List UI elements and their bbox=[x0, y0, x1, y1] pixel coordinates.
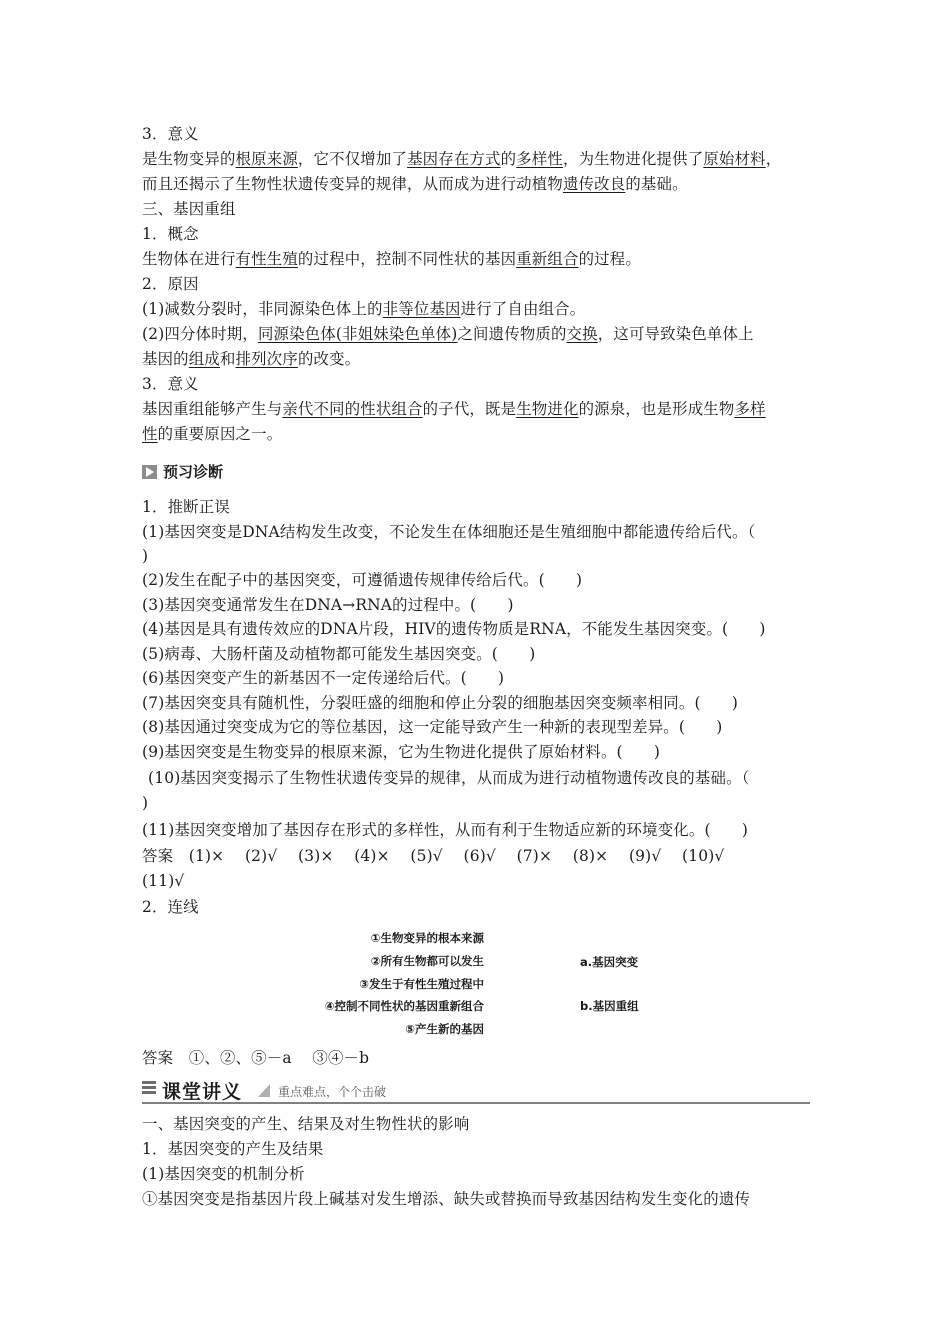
question-2: (2)发生在配子中的基因突变，可遵循遗传规律传给后代。( ) bbox=[142, 571, 583, 589]
question-3: (3)基因突变通常发生在DNA→RNA的过程中。( ) bbox=[142, 596, 514, 614]
text: 的改变。 bbox=[297, 350, 361, 368]
text: (2)四分体时期， bbox=[142, 325, 258, 343]
underlined-term: 多样 bbox=[734, 400, 766, 418]
lecture-paragraph-1: ①基因突变是指基因片段上碱基对发生增添、缺失或替换而导致基因结构发生变化的遗传 bbox=[142, 1190, 751, 1208]
text: 是生物变异的 bbox=[142, 150, 236, 168]
text: 的过程中，控制不同性状的基因 bbox=[297, 250, 517, 268]
meaning-heading: 3．意义 bbox=[142, 125, 199, 143]
text: 的过程。 bbox=[578, 250, 641, 268]
triangle-decoration-icon bbox=[258, 1084, 270, 1097]
match-left-item-1: ①生物变异的根本来源 bbox=[370, 931, 484, 945]
text: 的重要原因之一。 bbox=[157, 425, 283, 443]
question-9: (9)基因突变是生物变异的根原来源，它为生物进化提供了原始材料。( ) bbox=[142, 743, 661, 761]
underlined-term: 根原来源 bbox=[235, 150, 298, 168]
concept-heading: 1．概念 bbox=[142, 225, 199, 243]
underlined-term: 非等位基因 bbox=[382, 300, 461, 318]
underlined-term: 亲代不同的性状组合 bbox=[282, 400, 423, 418]
cause-heading: 2．原因 bbox=[142, 275, 199, 293]
underlined-term: 性 bbox=[142, 425, 158, 443]
text: 基因的 bbox=[142, 350, 189, 368]
lecture-section-title: 一、基因突变的产生、结果及对生物性状的影响 bbox=[142, 1115, 470, 1133]
banner-title: 课堂讲义 bbox=[162, 1081, 243, 1103]
question-4: (4)基因是具有遗传效应的DNA片段，HIV的遗传物质是RNA，不能发生基因突变。( ) bbox=[142, 620, 766, 638]
underlined-term: 排列次序 bbox=[235, 350, 298, 368]
text: ， bbox=[765, 150, 782, 168]
text: 的源泉，也是形成生物 bbox=[578, 400, 735, 418]
text: 生物体在进行 bbox=[142, 250, 236, 268]
answer-judge-line-1: 答案 (1)× (2)√ (3)× (4)× (5)√ (6)√ (7)× (8)× (9)√ (10)√ bbox=[142, 847, 725, 865]
underlined-term: 有性生殖 bbox=[235, 250, 298, 268]
underlined-term: 多样性 bbox=[516, 150, 563, 168]
judge-heading: 1．推断正误 bbox=[142, 498, 230, 516]
text: (1)减数分裂时，非同源染色体上的 bbox=[142, 300, 383, 318]
text: 之间遗传物质的 bbox=[457, 325, 567, 343]
question-11: (11)基因突变增加了基因存在形式的多样性，从而有利于生物适应新的环境变化。( ) bbox=[142, 821, 749, 839]
match-left-item-3: ③发生于有性生殖过程中 bbox=[359, 977, 484, 991]
preview-section-header bbox=[142, 461, 223, 482]
underlined-term: 交换 bbox=[566, 325, 598, 343]
underlined-term: 基因存在方式 bbox=[407, 150, 501, 168]
match-right-item-a: a.基因突变 bbox=[580, 955, 639, 969]
connect-heading: 2．连线 bbox=[142, 898, 199, 916]
matching-diagram bbox=[142, 926, 814, 1044]
match-left-item-4: ④控制不同性状的基因重新组合 bbox=[324, 999, 484, 1013]
cause-item-1 bbox=[142, 299, 585, 319]
underlined-term: 组成 bbox=[188, 350, 220, 368]
meaning-text-line-1 bbox=[142, 149, 781, 169]
underlined-term: 生物进化 bbox=[516, 400, 579, 418]
play-triangle-icon bbox=[142, 465, 157, 479]
text: 和 bbox=[219, 350, 236, 368]
match-right-item-b: b.基因重组 bbox=[580, 999, 639, 1013]
text: ，为生物进化提供了 bbox=[562, 150, 704, 168]
meaning2-text-line-1 bbox=[142, 399, 766, 419]
underlined-term: 同源染色体(非姐妹染色单体) bbox=[257, 325, 458, 343]
match-left-item-2: ②所有生物都可以发生 bbox=[370, 954, 484, 968]
text: 进行了自由组合。 bbox=[460, 300, 586, 318]
meaning2-heading: 3．意义 bbox=[142, 375, 199, 393]
question-7: (7)基因突变具有随机性，分裂旺盛的细胞和停止分裂的细胞基因突变频率相同。( ) bbox=[142, 694, 739, 712]
section-title-gene-recombination: 三、基因重组 bbox=[142, 200, 236, 218]
question-1-line-1: (1)基因突变是DNA结构发生改变，不论发生在体细胞还是生殖细胞中都能遗传给后代。（ bbox=[142, 523, 756, 541]
text: 的基础。 bbox=[625, 175, 688, 193]
question-5: (5)病毒、大肠杆菌及动植物都可能发生基因突变。( ) bbox=[142, 645, 536, 663]
text: 基因重组能够产生与 bbox=[142, 400, 283, 418]
text: ，它不仅增加了 bbox=[297, 150, 408, 168]
question-10-line-1: (10)基因突变揭示了生物性状遗传变异的规律，从而成为进行动植物遗传改良的基础。（ bbox=[148, 769, 750, 787]
concept-text bbox=[142, 249, 641, 269]
cause-item-2-line-2 bbox=[142, 349, 360, 369]
underlined-term: 重新组合 bbox=[516, 250, 579, 268]
text: ，这可导致染色单体上 bbox=[597, 325, 754, 343]
question-1-line-2: ) bbox=[142, 547, 149, 565]
underlined-term: 原始材料 bbox=[703, 150, 766, 168]
lecture-subheading-1-1: (1)基因突变的机制分析 bbox=[142, 1165, 305, 1183]
preview-section-title: 预习诊断 bbox=[163, 463, 224, 481]
cause-item-2-line-1 bbox=[142, 324, 754, 344]
meaning-text-line-2 bbox=[142, 174, 688, 194]
text: 的子代，既是 bbox=[422, 400, 517, 418]
question-10-line-2: ) bbox=[142, 794, 149, 812]
match-left-item-5: ⑤产生新的基因 bbox=[405, 1022, 484, 1036]
stripes-icon bbox=[142, 1081, 156, 1097]
underlined-term: 遗传改良 bbox=[562, 175, 626, 193]
lecture-banner bbox=[142, 1074, 810, 1104]
question-8: (8)基因通过突变成为它的等位基因，这一定能导致产生一种新的表现型差异。( ) bbox=[142, 718, 723, 736]
answer-connect: 答案 ①、②、⑤－a ③④－b bbox=[142, 1049, 370, 1067]
meaning2-text-line-2 bbox=[142, 424, 282, 444]
lecture-subheading-1: 1．基因突变的产生及结果 bbox=[142, 1140, 324, 1158]
text: 而且还揭示了生物性状遗传变异的规律，从而成为进行动植物 bbox=[142, 175, 563, 193]
answer-judge-line-2: (11)√ bbox=[142, 872, 185, 890]
question-6: (6)基因突变产生的新基因不一定传递给后代。( ) bbox=[142, 669, 505, 687]
banner-subtitle: 重点难点，个个击破 bbox=[278, 1085, 387, 1099]
text: 的 bbox=[500, 150, 517, 168]
